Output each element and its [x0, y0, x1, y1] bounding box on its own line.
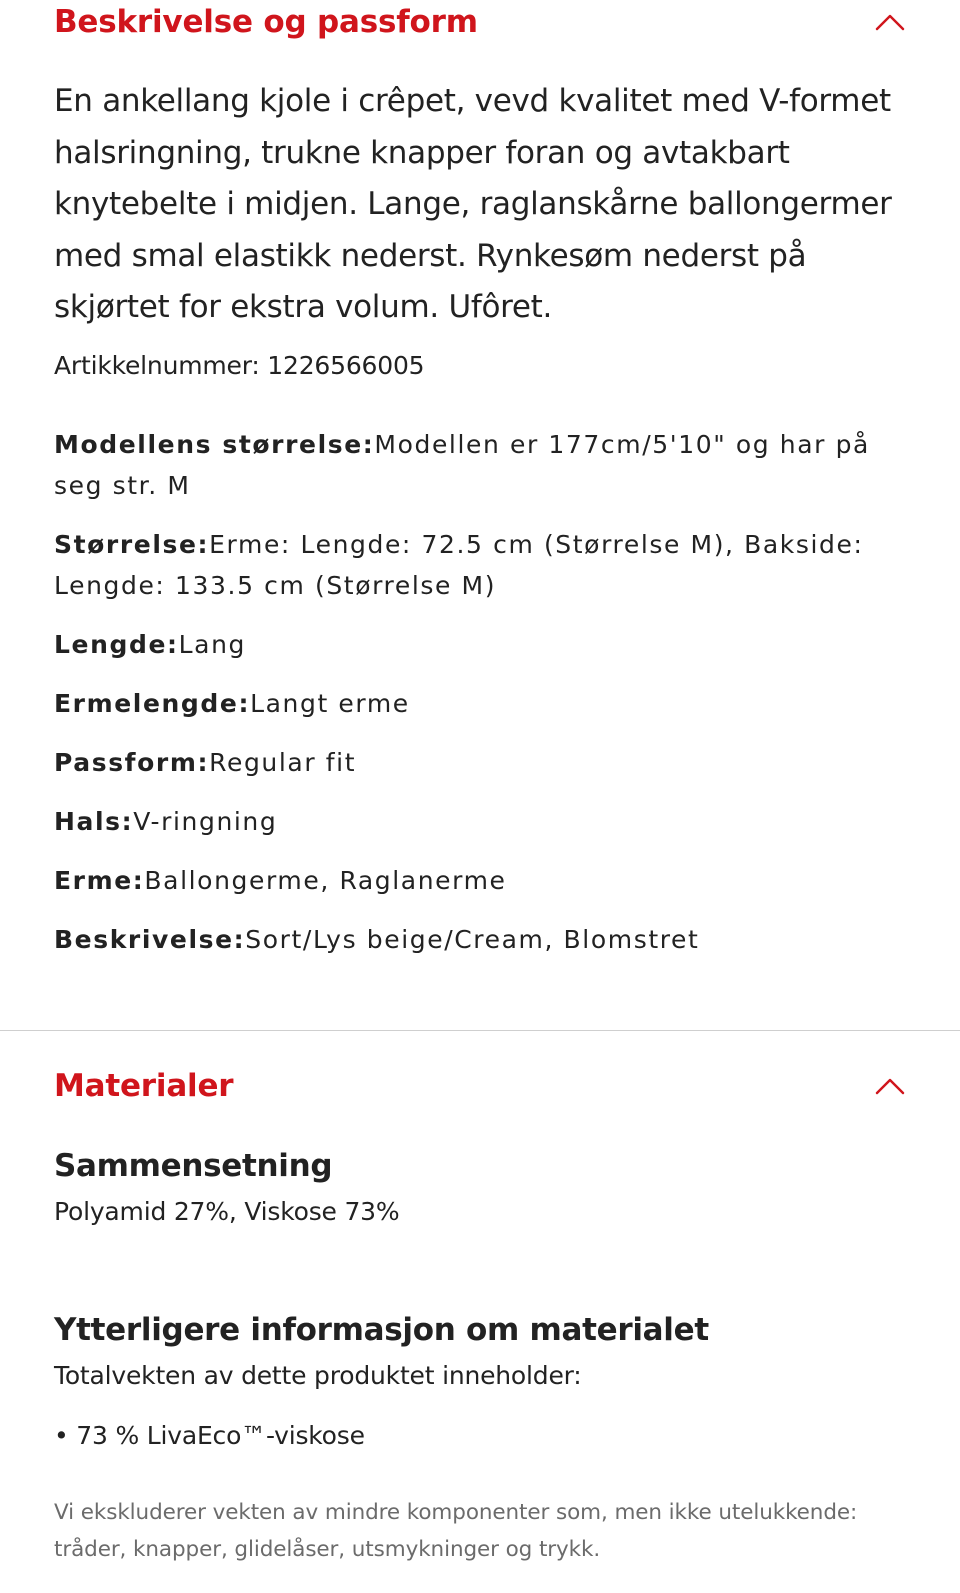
- attribute-value: Lang: [178, 630, 247, 659]
- attribute-value: Sort/Lys beige/Cream, Blomstret: [245, 925, 700, 954]
- attribute-neck: [54, 801, 914, 842]
- attribute-label: Lengde:: [54, 630, 179, 659]
- total-weight-text: Totalvekten av dette produktet inneholder:: [54, 1361, 582, 1390]
- attribute-length: [54, 624, 914, 665]
- attribute-description: [54, 919, 914, 960]
- article-number: Artikkelnummer: 1226566005: [54, 351, 425, 380]
- section-divider: [0, 1030, 960, 1031]
- attribute-value: Erme: Lengde: 72.5 cm (Størrelse M), Bakside: Lengde: 133.5 cm (Størrelse M): [54, 530, 864, 600]
- attribute-label: Passform:: [54, 748, 210, 777]
- attribute-label: Størrelse:: [54, 530, 210, 559]
- attribute-label: Erme:: [54, 866, 145, 895]
- attribute-value: Regular fit: [209, 748, 357, 777]
- attribute-model-size: [54, 424, 914, 506]
- material-info-heading: Ytterligere informasjon om materialet: [54, 1312, 709, 1348]
- attribute-sleeve: [54, 860, 914, 901]
- attribute-size: [54, 524, 914, 606]
- material-bullet-item: • 73 % LivaEco™-viskose: [54, 1421, 365, 1450]
- attribute-label: Ermelengde:: [54, 689, 251, 718]
- attribute-value: Ballongerme, Raglanerme: [144, 866, 507, 895]
- composition-value: Polyamid 27%, Viskose 73%: [54, 1197, 400, 1226]
- description-section-title: Beskrivelse og passform: [54, 4, 478, 40]
- attribute-label: Beskrivelse:: [54, 925, 246, 954]
- materials-section-title: Materialer: [54, 1068, 234, 1104]
- attribute-label: Modellens størrelse:: [54, 430, 375, 459]
- product-description-text: En ankellang kjole i crêpet, vevd kvalitet med V-formet halsringning, trukne knapper foran og avtakbart knytebelte i midjen. Lange, raglanskårne ballongermer med smal elastikk nederst. Rynkesøm nederst på skjørtet for ekstra volum. Ufôret.: [54, 83, 892, 325]
- attribute-value: V-ringning: [133, 807, 278, 836]
- composition-heading: Sammensetning: [54, 1148, 333, 1184]
- product-attributes-list: [54, 424, 914, 978]
- attribute-label: Hals:: [54, 807, 134, 836]
- attribute-fit: [54, 742, 914, 783]
- attribute-value: Langt erme: [250, 689, 410, 718]
- materials-section-header[interactable]: [54, 1066, 906, 1106]
- chevron-up-icon[interactable]: [874, 1075, 906, 1097]
- exclusion-note: Vi ekskluderer vekten av mindre komponenter som, men ikke utelukkende: tråder, knapper, glidelåser, utsmykninger og trykk.: [54, 1500, 858, 1562]
- description-section-header[interactable]: [54, 2, 906, 42]
- attribute-sleeve-length: [54, 683, 914, 724]
- chevron-up-icon[interactable]: [874, 11, 906, 33]
- attribute-value: Modellen er 177cm/5'10" og har på seg str. M: [54, 430, 870, 500]
